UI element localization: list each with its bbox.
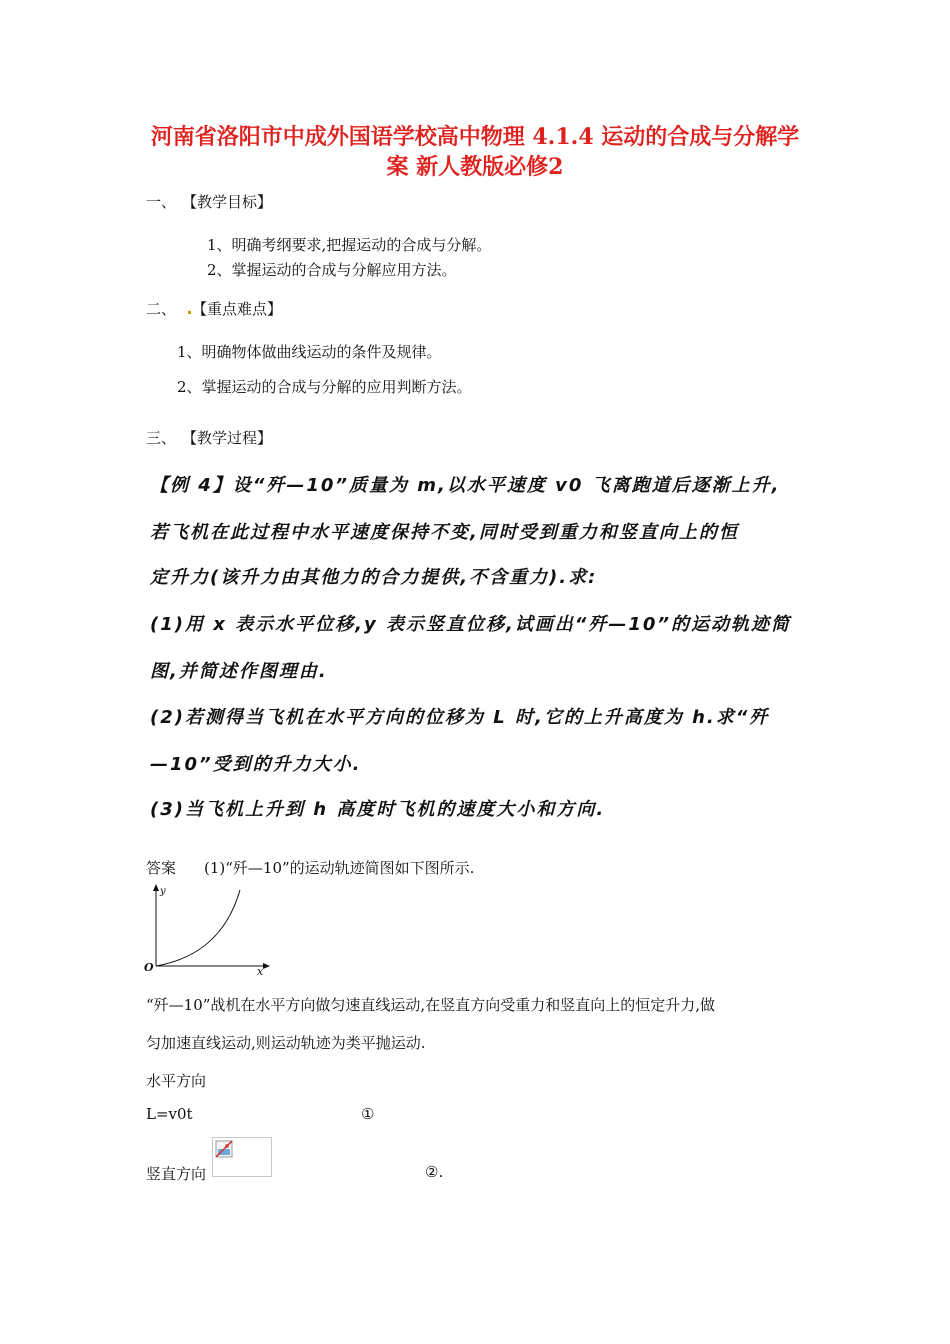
section2-item-2: 2、掌握运动的合成与分解的应用判断方法。 [177,378,472,396]
example-line-2: 若飞机在此过程中水平速度保持不变,同时受到重力和竖直向上的恒 [150,522,739,543]
answer-line-1: (1)“歼—10”的运动轨迹简图如下图所示. [204,859,475,877]
y-axis-label: y [160,886,166,897]
example-line-5: 图,并简述作图理由. [150,661,328,682]
equation-1-marker: ① [361,1105,375,1123]
section2-number: 二、 [146,300,177,318]
section3-number: 三、 [146,429,177,447]
section3-heading: 【教学过程】 [182,429,273,447]
section1-number: 一、 [146,193,177,211]
example-line-8: (3)当飞机上升到 h 高度时飞机的速度大小和方向. [150,799,606,820]
horizontal-direction-label: 水平方向 [146,1072,207,1090]
answer-para-line-1: “歼—10”战机在水平方向做匀速直线运动,在竖直方向受重力和竖直向上的恒定升力,做 [146,996,715,1014]
example-line-1: 【例 4】设“歼—10”质量为 m,以水平速度 v0 飞离跑道后逐渐上升, [150,475,781,496]
y-axis-arrow [153,884,159,891]
page-title-line1: 河南省洛阳市中成外国语学校高中物理 4.1.4 运动的合成与分解学 [150,124,800,150]
page-title-line2: 案 新人教版必修2 [386,154,564,180]
page-title [60,122,890,182]
x-axis-label: x [257,965,264,978]
marker-dot [188,311,191,314]
answer-label: 答案 [146,859,177,877]
example-line-7: —10”受到的升力大小. [150,754,362,775]
origin-label: O [144,961,154,974]
equation-2-marker: ②. [425,1163,444,1181]
answer-para-line-2: 匀加速直线运动,则运动轨迹为类平抛运动. [146,1034,426,1052]
broken-image-placeholder [212,1137,272,1177]
example-line-3: 定升力(该升力由其他力的合力提供,不含重力).求: [150,567,598,588]
x-axis-arrow [263,963,270,969]
trajectory-graph [140,882,280,978]
section1-heading: 【教学目标】 [182,193,273,211]
trajectory-curve [156,890,240,966]
broken-image-icon [215,1140,233,1158]
section2-heading: 【重点难点】 [192,300,283,318]
example-line-4: (1)用 x 表示水平位移,y 表示竖直位移,试画出“歼—10”的运动轨迹简 [150,614,792,635]
section1-item-2: 2、掌握运动的合成与分解应用方法。 [207,261,457,279]
section2-item-1: 1、明确物体做曲线运动的条件及规律。 [177,343,442,361]
example-line-6: (2)若测得当飞机在水平方向的位移为 L 时,它的上升高度为 h.求“歼 [150,707,770,728]
section1-item-1: 1、明确考纲要求,把握运动的合成与分解。 [207,236,492,254]
equation-1: L=v0t [146,1105,193,1123]
vertical-direction-label: 竖直方向 [146,1165,207,1183]
